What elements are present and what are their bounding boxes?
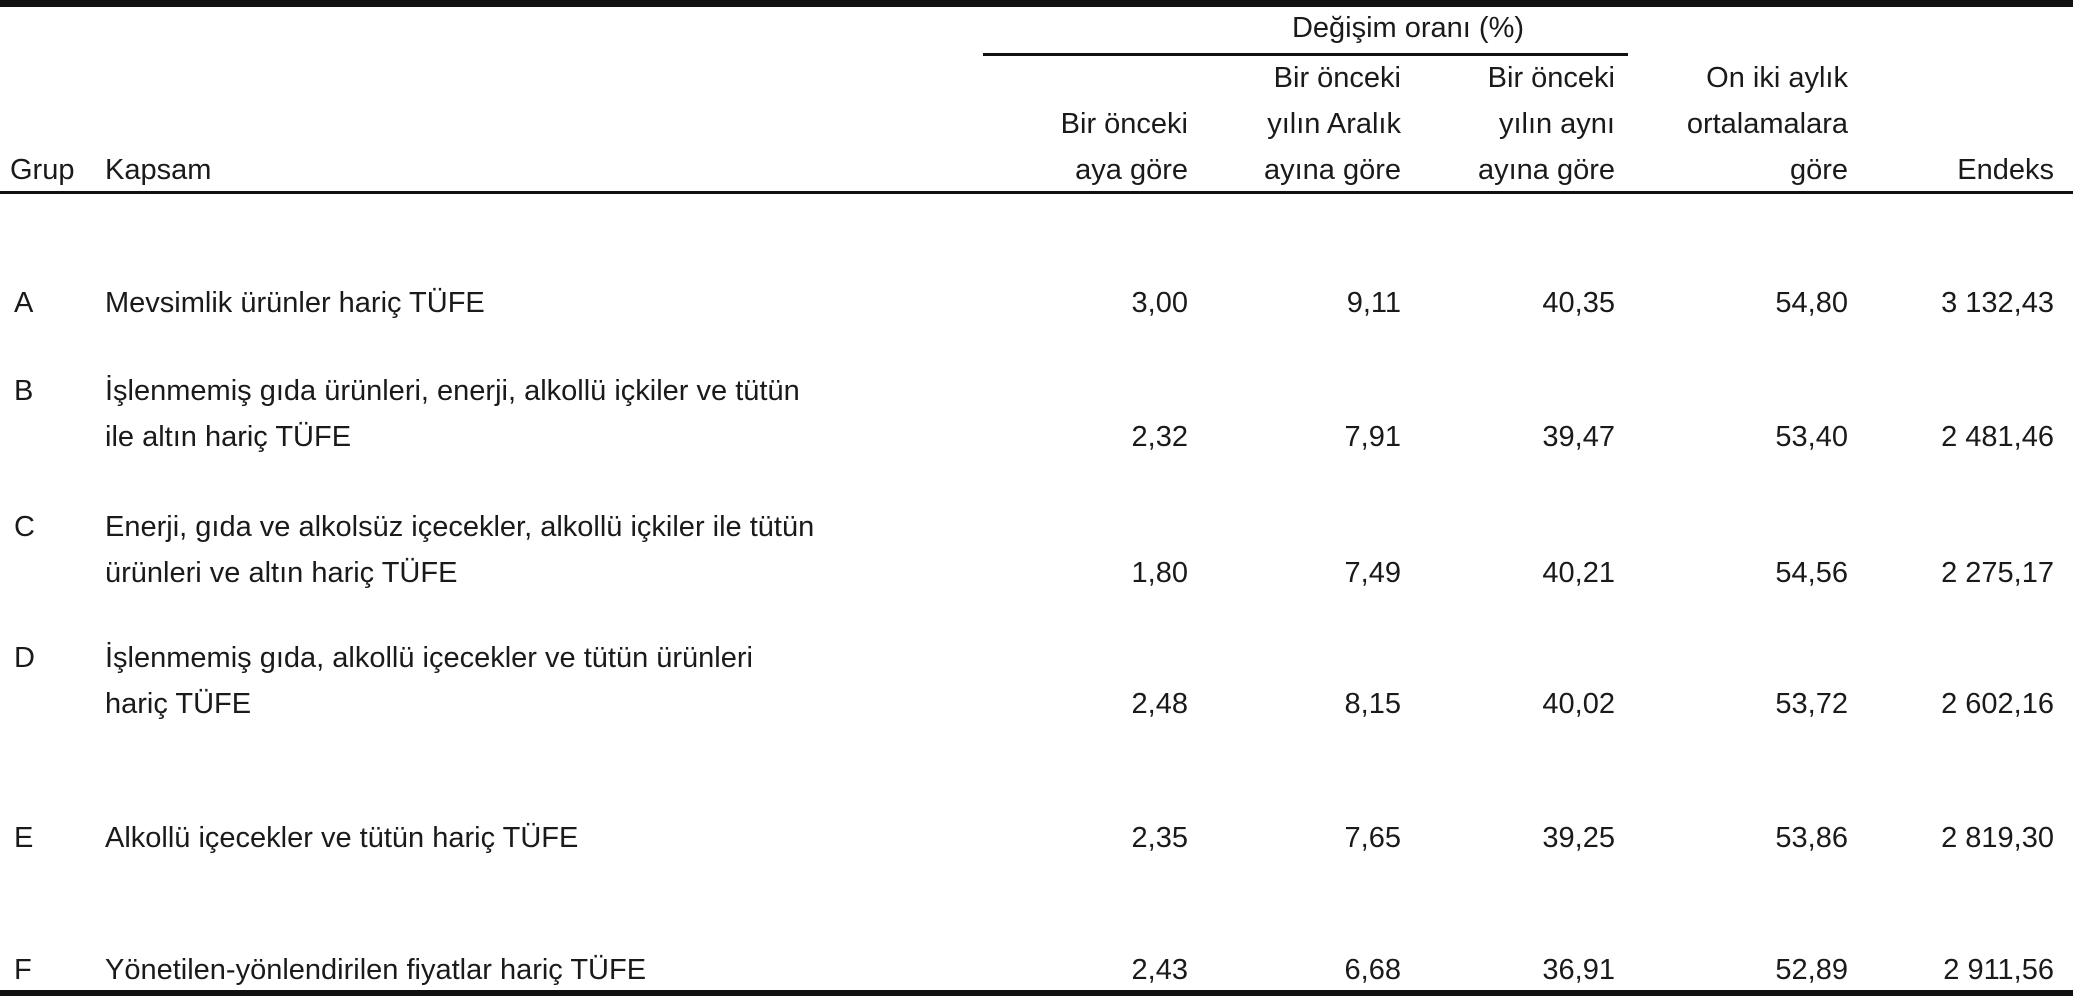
col2-header-line2: yılın Aralık xyxy=(1267,108,1401,140)
row-value-12m-avg: 53,40 xyxy=(1775,421,1848,453)
top-rule xyxy=(0,0,2073,7)
row-value-yoy: 36,91 xyxy=(1542,954,1615,986)
header-underline xyxy=(0,191,2073,194)
row-value-monthly: 2,43 xyxy=(1131,954,1188,986)
row-grup: C xyxy=(14,511,35,543)
row-value-12m-avg: 52,89 xyxy=(1775,954,1848,986)
row-value-endeks: 2 602,16 xyxy=(1941,688,2054,720)
row-value-endeks: 2 819,30 xyxy=(1941,822,2054,854)
row-value-ytd: 7,65 xyxy=(1344,822,1401,854)
row-value-monthly: 3,00 xyxy=(1131,287,1188,319)
col3-header-line1: Bir önceki xyxy=(1487,62,1615,94)
row-kapsam-line1: Alkollü içecekler ve tütün hariç TÜFE xyxy=(105,822,579,854)
row-value-12m-avg: 54,80 xyxy=(1775,287,1848,319)
row-value-yoy: 40,21 xyxy=(1542,557,1615,589)
row-value-endeks: 3 132,43 xyxy=(1941,287,2054,319)
row-kapsam-line1: Yönetilen-yönlendirilen fiyatlar hariç TÜFE xyxy=(105,954,647,986)
row-grup: E xyxy=(14,822,34,854)
row-kapsam-line1: İşlenmemiş gıda ürünleri, enerji, alkollü içkiler ve tütün xyxy=(105,375,800,407)
col2-header-line3: ayına göre xyxy=(1263,154,1401,186)
row-kapsam-line1: Mevsimlik ürünler hariç TÜFE xyxy=(105,287,485,319)
col3-header-line3: ayına göre xyxy=(1477,154,1615,186)
bottom-rule xyxy=(0,990,2073,996)
row-value-endeks: 2 911,56 xyxy=(1943,954,2054,986)
row-value-endeks: 2 275,17 xyxy=(1941,557,2054,589)
col4-header-line2: ortalamalara xyxy=(1686,108,1848,140)
row-value-ytd: 8,15 xyxy=(1344,688,1401,720)
col4-header-line1: On iki aylık xyxy=(1706,62,1848,94)
col4-header-line3: göre xyxy=(1789,154,1848,186)
row-value-monthly: 2,48 xyxy=(1131,688,1188,720)
row-value-monthly: 2,32 xyxy=(1131,421,1188,453)
row-value-ytd: 7,49 xyxy=(1344,557,1401,589)
row-value-monthly: 1,80 xyxy=(1131,557,1188,589)
row-value-12m-avg: 53,72 xyxy=(1775,688,1848,720)
grup-header: Grup xyxy=(10,154,75,186)
group-title-underline xyxy=(983,53,1628,56)
row-value-12m-avg: 53,86 xyxy=(1775,822,1848,854)
col3-header-line2: yılın aynı xyxy=(1498,108,1615,140)
row-value-ytd: 9,11 xyxy=(1346,287,1401,319)
row-value-ytd: 6,68 xyxy=(1344,954,1401,986)
col2-header-line1: Bir önceki xyxy=(1273,62,1401,94)
kapsam-header: Kapsam xyxy=(105,154,212,186)
row-kapsam-line2: hariç TÜFE xyxy=(105,688,252,720)
row-grup: F xyxy=(14,954,32,986)
row-kapsam-line1: İşlenmemiş gıda, alkollü içecekler ve tütün ürünleri xyxy=(105,642,753,674)
row-value-yoy: 39,25 xyxy=(1542,822,1615,854)
row-value-12m-avg: 54,56 xyxy=(1775,557,1848,589)
col1-header-line1: Bir önceki xyxy=(1060,108,1188,140)
row-kapsam-line1: Enerji, gıda ve alkolsüz içecekler, alkollü içkiler ile tütün xyxy=(105,511,815,543)
row-kapsam-line2: ile altın hariç TÜFE xyxy=(105,421,352,453)
row-grup: D xyxy=(14,642,35,674)
row-value-yoy: 40,02 xyxy=(1542,688,1615,720)
change-rate-group-title: Değişim oranı (%) xyxy=(1291,12,1525,44)
row-value-ytd: 7,91 xyxy=(1344,421,1401,453)
row-grup: A xyxy=(14,287,34,319)
row-value-endeks: 2 481,46 xyxy=(1941,421,2054,453)
row-value-monthly: 2,35 xyxy=(1131,822,1188,854)
row-value-yoy: 40,35 xyxy=(1542,287,1615,319)
col1-header-line2: aya göre xyxy=(1075,154,1188,186)
row-grup: B xyxy=(14,375,34,407)
row-value-yoy: 39,47 xyxy=(1542,421,1615,453)
endeks-header: Endeks xyxy=(1957,154,2054,186)
row-kapsam-line2: ürünleri ve altın hariç TÜFE xyxy=(105,557,458,589)
